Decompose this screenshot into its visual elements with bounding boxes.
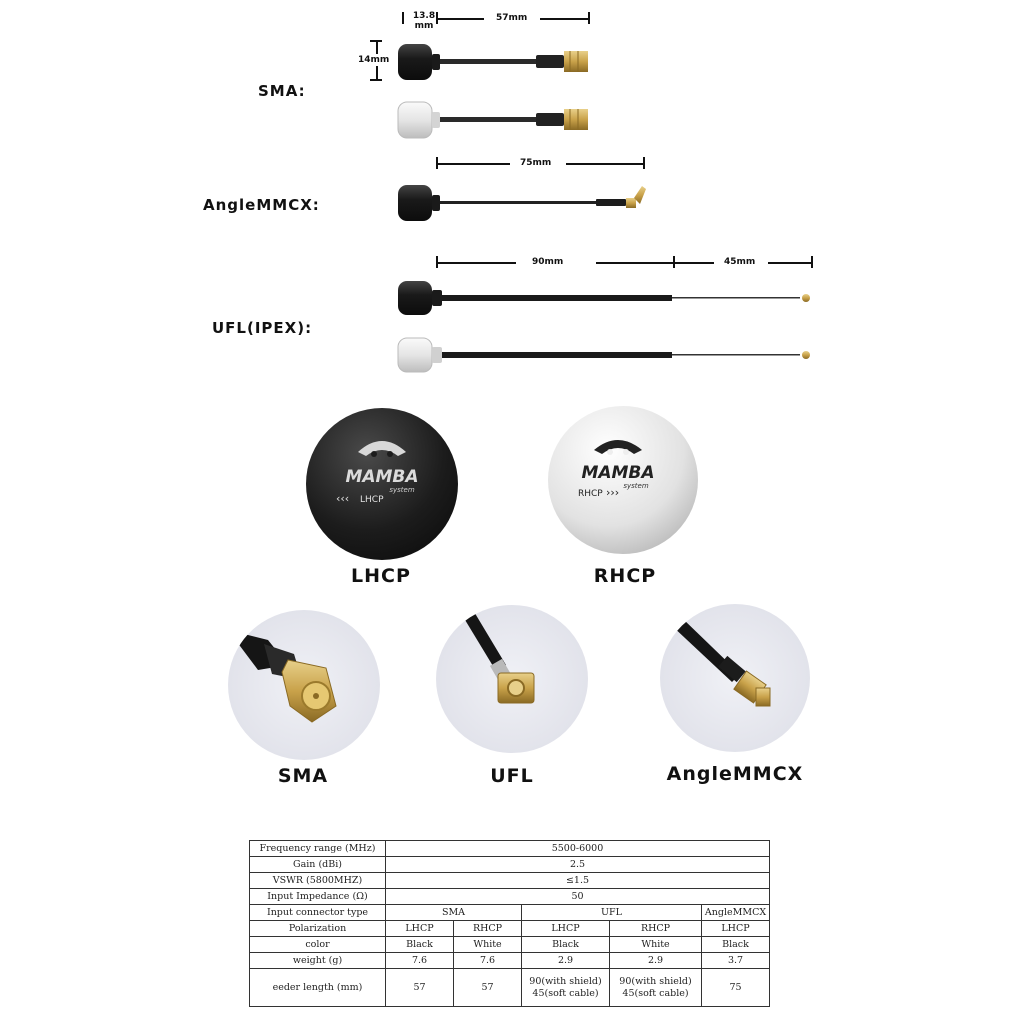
dim-line [596,262,674,264]
spec-value: Black [702,937,770,953]
spec-value: RHCP [454,921,522,937]
mmcx-cable-dimension: 75mm [520,158,552,168]
mamba-logo-icon [548,406,698,554]
row-label-ufl: UFL(IPEX): [212,319,313,337]
dim-tick [370,79,382,81]
spec-value: RHCP [610,921,702,937]
spec-value: LHCP [702,921,770,937]
spec-label: eeder length (mm) [250,969,386,1007]
ufl-pigtail-dimension: 45mm [724,257,756,267]
spec-value: Black [522,937,610,953]
spec-value: 5500-6000 [386,841,770,857]
spec-value: UFL [522,905,702,921]
spec-value: 2.9 [522,953,610,969]
table-row [250,857,770,873]
svg-text:system: system [389,486,415,494]
spec-value: 3.7 [702,953,770,969]
spec-value: 50 [386,889,770,905]
dim-line [436,262,516,264]
table-row [250,841,770,857]
dim-line [436,163,510,165]
dim-tick [402,12,404,24]
spec-value: LHCP [522,921,610,937]
sma-white-antenna [396,100,596,140]
svg-text:›››: ››› [606,486,620,499]
table-row [250,921,770,937]
spec-value: Black [386,937,454,953]
spec-label: weight (g) [250,953,386,969]
sma-connector-icon [228,610,380,760]
spec-table [249,840,770,1007]
svg-text:‹‹‹: ‹‹‹ [336,492,350,505]
table-row [250,905,770,921]
row-label-mmcx: AngleMMCX: [203,196,320,214]
mamba-logo-icon [306,408,458,560]
sma-cable-dimension: 57mm [496,13,528,23]
sma-label: SMA [277,765,329,787]
dim-line [768,262,812,264]
spec-label: Input connector type [250,905,386,921]
dim-line [674,262,714,264]
mmcx-connector-icon [660,604,810,752]
dim-line [566,163,644,165]
svg-text:LHCP: LHCP [360,495,384,505]
rhcp-label: RHCP [593,565,657,587]
spec-label: Input Impedance (Ω) [250,889,386,905]
spec-value: SMA [386,905,522,921]
spec-value: 90(with shield) 45(soft cable) [522,969,610,1007]
mmcx-connector-closeup [660,604,810,752]
spec-value: 7.6 [386,953,454,969]
spec-value: 57 [454,969,522,1007]
head-width-dimension: 13.8 mm [412,11,436,31]
sma-black-antenna [396,42,596,82]
dim-tick [811,256,813,268]
dim-line [436,18,484,20]
dim-tick [588,12,590,24]
ufl-black-antenna [396,280,816,316]
spec-label: Frequency range (MHz) [250,841,386,857]
dim-line [540,18,589,20]
spec-value: White [454,937,522,953]
spec-label: Gain (dBi) [250,857,386,873]
spec-value: 2.5 [386,857,770,873]
lhcp-cap-closeup [306,408,458,560]
lhcp-label: LHCP [351,565,411,587]
spec-value: 75 [702,969,770,1007]
spec-value: White [610,937,702,953]
spec-value: 2.9 [610,953,702,969]
ufl-connector-closeup [436,605,588,753]
ufl-label: UFL [490,765,534,787]
spec-value: LHCP [386,921,454,937]
spec-value: 57 [386,969,454,1007]
svg-text:RHCP: RHCP [578,489,603,499]
spec-value: 90(with shield) 45(soft cable) [610,969,702,1007]
spec-label: VSWR (5800MHZ) [250,873,386,889]
ufl-connector-icon [436,605,588,753]
spec-value: AngleMMCX [702,905,770,921]
ufl-white-antenna [396,337,816,373]
head-height-dimension: 14mm [358,55,390,65]
table-row [250,889,770,905]
rhcp-cap-closeup [548,406,698,554]
dim-tick [643,157,645,169]
row-label-sma: SMA: [258,82,306,100]
table-row [250,937,770,953]
mmcx-label: AngleMMCX [666,763,804,785]
logo-text: MAMBA [345,467,419,487]
spec-value: ≤1.5 [386,873,770,889]
spec-value: 7.6 [454,953,522,969]
spec-label: Polarization [250,921,386,937]
mmcx-antenna [396,182,656,224]
ufl-cable-dimension: 90mm [532,257,564,267]
table-row [250,873,770,889]
spec-label: color [250,937,386,953]
sma-connector-closeup [228,610,380,760]
table-row [250,969,770,1007]
svg-text:system: system [623,482,649,490]
svg-text:MAMBA: MAMBA [581,463,655,483]
table-row [250,953,770,969]
